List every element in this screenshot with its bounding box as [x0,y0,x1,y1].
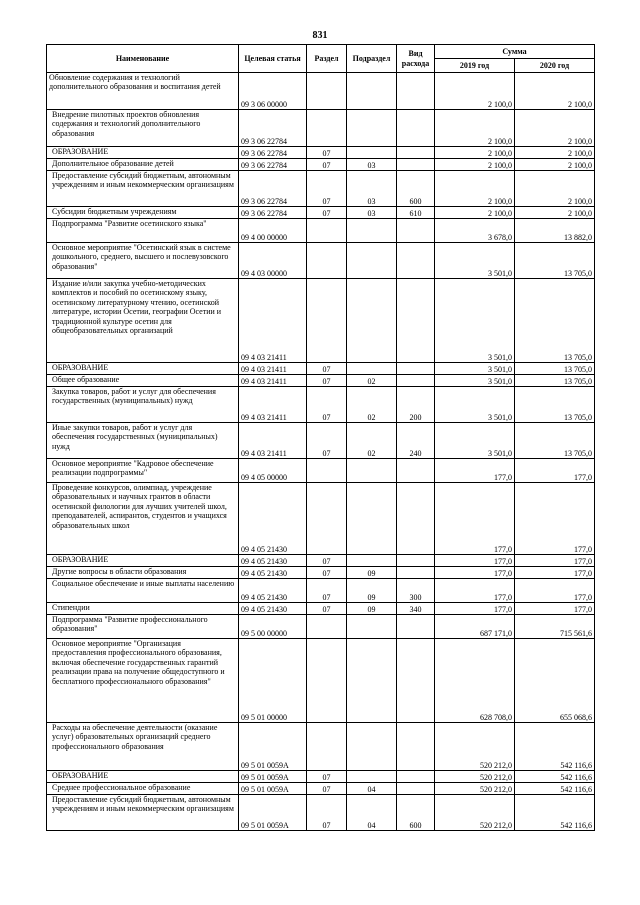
row-target-code: 09 4 05 21430 [239,555,307,567]
row-sum-2019: 3 501,0 [435,279,515,363]
row-name: Издание и/или закупка учебно-методических комплектов и пособий по осетинскому языку, осетинскому литературному чтению, осетинской литературе, истории Осетии, географии Осетии и традиционной культуре осетин для общеобразовательных организаций [47,279,239,363]
row-sum-2020: 13 705,0 [515,279,595,363]
row-target-code: 09 4 03 21411 [239,279,307,363]
row-name: Закупка товаров, работ и услуг для обеспечения государственных (муниципальных) нужд [47,387,239,423]
row-sum-2019: 2 100,0 [435,73,515,110]
row-target-code: 09 4 05 21430 [239,603,307,615]
row-sum-2019: 177,0 [435,579,515,603]
row-section: 07 [307,387,347,423]
row-expense-type [397,73,435,110]
row-name: Стипендии [47,603,239,615]
row-sum-2019: 177,0 [435,483,515,555]
row-expense-type [397,771,435,783]
table-row [47,423,595,459]
row-target-code: 09 5 01 0059А [239,723,307,771]
row-sum-2020: 542 116,6 [515,795,595,831]
row-expense-type: 600 [397,171,435,207]
row-sum-2019: 177,0 [435,567,515,579]
row-target-code: 09 4 03 21411 [239,363,307,375]
row-subsection [347,243,397,279]
row-sum-2019: 3 501,0 [435,363,515,375]
row-sum-2020: 715 561,6 [515,615,595,639]
row-name: Дополнительное образование детей [47,159,239,171]
row-sum-2020: 177,0 [515,567,595,579]
row-target-code: 09 5 01 0059А [239,783,307,795]
row-subsection: 02 [347,387,397,423]
row-subsection [347,639,397,723]
row-sum-2020: 177,0 [515,555,595,567]
row-subsection [347,363,397,375]
row-expense-type [397,567,435,579]
row-sum-2020: 13 705,0 [515,387,595,423]
row-name: Подпрограмма "Развитие осетинского языка" [47,219,239,243]
row-name: Проведение конкурсов, олимпиад, учреждение образовательных и научных грантов в области осетинской филологии для лучших учителей школ, преподавателей, аспирантов, студентов и учащихся образовательных школ [47,483,239,555]
row-sum-2019: 3 501,0 [435,387,515,423]
row-section [307,73,347,110]
row-subsection [347,723,397,771]
row-subsection: 09 [347,579,397,603]
row-name: Другие вопросы в области образования [47,567,239,579]
table-body [47,73,595,831]
row-expense-type [397,147,435,159]
row-section: 07 [307,771,347,783]
row-target-code: 09 3 06 00000 [239,73,307,110]
row-name: Основное мероприятие "Кадровое обеспечение реализации подпрограммы" [47,459,239,483]
row-name: Внедрение пилотных проектов обновления содержания и технологий дополнительного образования [47,110,239,147]
row-subsection [347,279,397,363]
row-name: ОБРАЗОВАНИЕ [47,147,239,159]
table-row [47,110,595,147]
row-name: Субсидии бюджетным учреждениям [47,207,239,219]
table-row [47,603,595,615]
table-row [47,159,595,171]
row-sum-2019: 2 100,0 [435,159,515,171]
row-name: Подпрограмма "Развитие профессионального образования" [47,615,239,639]
row-expense-type [397,459,435,483]
row-expense-type [397,783,435,795]
row-subsection [347,147,397,159]
row-section: 07 [307,423,347,459]
row-section [307,615,347,639]
row-section: 07 [307,375,347,387]
row-subsection [347,73,397,110]
row-sum-2019: 628 708,0 [435,639,515,723]
row-target-code: 09 4 03 21411 [239,375,307,387]
row-sum-2019: 177,0 [435,603,515,615]
row-expense-type: 340 [397,603,435,615]
row-target-code: 09 3 06 22784 [239,159,307,171]
row-target-code: 09 4 03 21411 [239,423,307,459]
header-sum: Сумма [435,45,595,59]
row-sum-2020: 177,0 [515,603,595,615]
row-sum-2019: 2 100,0 [435,147,515,159]
row-target-code: 09 4 03 21411 [239,387,307,423]
row-target-code: 09 5 01 0059А [239,795,307,831]
row-section [307,723,347,771]
row-section: 07 [307,147,347,159]
row-expense-type [397,375,435,387]
row-subsection: 03 [347,159,397,171]
row-target-code: 09 5 01 00000 [239,639,307,723]
row-expense-type: 600 [397,795,435,831]
header-target: Целевая статья [239,45,307,73]
row-expense-type [397,110,435,147]
row-target-code: 09 3 06 22784 [239,171,307,207]
row-sum-2019: 3 678,0 [435,219,515,243]
row-expense-type [397,363,435,375]
row-section: 07 [307,579,347,603]
table-row [47,207,595,219]
row-name: Среднее профессиональное образование [47,783,239,795]
row-target-code: 09 4 00 00000 [239,219,307,243]
row-section: 07 [307,603,347,615]
row-target-code: 09 4 05 21430 [239,579,307,603]
row-expense-type [397,483,435,555]
row-sum-2020: 177,0 [515,459,595,483]
row-target-code: 09 3 06 22784 [239,110,307,147]
row-section: 07 [307,555,347,567]
row-name: Расходы на обеспечение деятельности (оказание услуг) образовательных организаций среднего профессионального образования [47,723,239,771]
table-row [47,783,595,795]
row-name: Обновление содержания и технологий дополнительного образования и воспитания детей [47,73,239,110]
budget-table [46,44,595,831]
table-row [47,243,595,279]
row-name: Основное мероприятие "Осетинский язык в системе дошкольного, среднего, высшего и послевузовского образования" [47,243,239,279]
table-row [47,483,595,555]
row-subsection: 04 [347,795,397,831]
row-section [307,279,347,363]
row-sum-2020: 542 116,6 [515,783,595,795]
table-row [47,555,595,567]
header-year-2019: 2019 год [435,59,515,73]
table-row [47,723,595,771]
row-subsection [347,555,397,567]
row-name: ОБРАЗОВАНИЕ [47,363,239,375]
row-sum-2019: 177,0 [435,459,515,483]
table-row [47,567,595,579]
page-number: 831 [312,30,328,41]
header-expense-type: Вид расхода [397,45,435,73]
row-target-code: 09 3 06 22784 [239,207,307,219]
row-name: ОБРАЗОВАНИЕ [47,555,239,567]
row-expense-type: 610 [397,207,435,219]
table-row [47,771,595,783]
row-sum-2019: 2 100,0 [435,207,515,219]
row-sum-2020: 13 705,0 [515,375,595,387]
row-sum-2019: 520 212,0 [435,795,515,831]
row-name: Иные закупки товаров, работ и услуг для обеспечения государственных (муниципальных) нужд [47,423,239,459]
row-section: 07 [307,171,347,207]
row-expense-type [397,243,435,279]
row-section: 07 [307,567,347,579]
row-expense-type [397,555,435,567]
row-subsection: 09 [347,567,397,579]
row-expense-type [397,159,435,171]
header-section: Раздел [307,45,347,73]
row-name: Общее образование [47,375,239,387]
row-target-code: 09 4 05 00000 [239,459,307,483]
row-expense-type: 200 [397,387,435,423]
row-sum-2020: 2 100,0 [515,207,595,219]
row-sum-2020: 177,0 [515,579,595,603]
row-sum-2019: 687 171,0 [435,615,515,639]
row-subsection: 04 [347,783,397,795]
table-row [47,219,595,243]
table-row [47,579,595,603]
row-sum-2019: 3 501,0 [435,375,515,387]
row-sum-2019: 2 100,0 [435,110,515,147]
row-section [307,243,347,279]
row-subsection [347,459,397,483]
row-section [307,219,347,243]
row-target-code: 09 3 06 22784 [239,147,307,159]
row-name: Социальное обеспечение и иные выплаты населению [47,579,239,603]
header-name: Наименование [47,45,239,73]
row-sum-2019: 520 212,0 [435,771,515,783]
row-sum-2020: 13 882,0 [515,219,595,243]
row-target-code: 09 5 00 00000 [239,615,307,639]
row-sum-2020: 2 100,0 [515,147,595,159]
header-subsection: Подраздел [347,45,397,73]
row-sum-2019: 3 501,0 [435,423,515,459]
row-section: 07 [307,159,347,171]
row-expense-type [397,219,435,243]
table-row [47,387,595,423]
row-section [307,483,347,555]
table-row [47,279,595,363]
row-name: Предоставление субсидий бюджетным, автономным учреждениям и иным некоммерческим организациям [47,795,239,831]
row-subsection [347,219,397,243]
row-sum-2019: 520 212,0 [435,783,515,795]
row-sum-2019: 3 501,0 [435,243,515,279]
row-subsection: 09 [347,603,397,615]
row-target-code: 09 4 05 21430 [239,567,307,579]
row-subsection: 02 [347,423,397,459]
row-name: ОБРАЗОВАНИЕ [47,771,239,783]
row-target-code: 09 4 03 00000 [239,243,307,279]
row-subsection [347,483,397,555]
row-subsection: 03 [347,171,397,207]
table-row [47,615,595,639]
row-expense-type [397,279,435,363]
table-row [47,459,595,483]
row-name: Предоставление субсидий бюджетным, автономным учреждениям и иным некоммерческим организациям [47,171,239,207]
row-sum-2019: 177,0 [435,555,515,567]
row-subsection: 02 [347,375,397,387]
row-section: 07 [307,363,347,375]
row-sum-2020: 542 116,6 [515,771,595,783]
row-expense-type [397,615,435,639]
row-target-code: 09 4 05 21430 [239,483,307,555]
row-sum-2020: 2 100,0 [515,171,595,207]
header-year-2020: 2020 год [515,59,595,73]
table-row [47,375,595,387]
row-name: Основное мероприятие "Организация предоставления профессионального образования, включая обеспечение государственных гарантий реализации права на получение общедоступного и бесплатного профессионального образования" [47,639,239,723]
row-section: 07 [307,783,347,795]
table-row [47,171,595,207]
row-sum-2020: 655 068,6 [515,639,595,723]
table-row [47,73,595,110]
row-subsection [347,110,397,147]
row-sum-2020: 13 705,0 [515,363,595,375]
row-sum-2020: 542 116,6 [515,723,595,771]
row-expense-type: 300 [397,579,435,603]
row-sum-2020: 2 100,0 [515,73,595,110]
row-sum-2020: 177,0 [515,483,595,555]
row-sum-2019: 2 100,0 [435,171,515,207]
row-subsection [347,615,397,639]
row-expense-type [397,639,435,723]
row-sum-2019: 520 212,0 [435,723,515,771]
table-row [47,639,595,723]
row-subsection: 03 [347,207,397,219]
table-row [47,795,595,831]
table-row [47,363,595,375]
row-section [307,110,347,147]
row-section [307,459,347,483]
row-sum-2020: 13 705,0 [515,243,595,279]
row-target-code: 09 5 01 0059А [239,771,307,783]
row-expense-type: 240 [397,423,435,459]
row-sum-2020: 13 705,0 [515,423,595,459]
row-section [307,639,347,723]
row-section: 07 [307,795,347,831]
table-row [47,147,595,159]
row-sum-2020: 2 100,0 [515,110,595,147]
row-section: 07 [307,207,347,219]
row-sum-2020: 2 100,0 [515,159,595,171]
row-subsection [347,771,397,783]
row-expense-type [397,723,435,771]
